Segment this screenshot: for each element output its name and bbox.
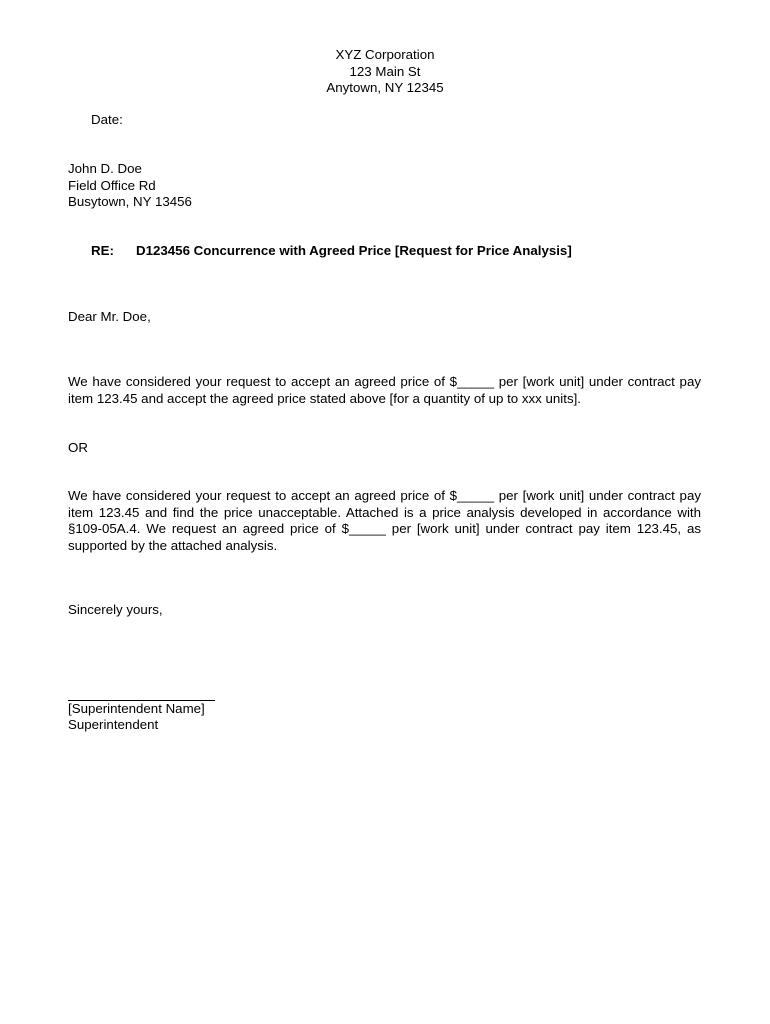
or-separator: OR (68, 440, 88, 455)
sender-address (0, 47, 770, 97)
closing: Sincerely yours, (68, 602, 163, 617)
salutation: Dear Mr. Doe, (68, 309, 151, 324)
recipient-address (68, 161, 192, 211)
signer-name: [Superintendent Name] (68, 701, 205, 716)
paragraph-reject: We have considered your request to accept an agreed price of $_____ per [work unit] under contract pay item 123.45 and find the price unacceptable. Attached is a price analysis developed in accordance with §109-05A.4. We request an agreed price of $_____ per [work unit] under contract pay item 123.45, as supported by the attached analysis. (68, 488, 701, 553)
sender-city: Anytown, NY 12345 (326, 80, 444, 95)
signer-block (68, 701, 205, 733)
sender-company: XYZ Corporation (335, 47, 435, 62)
signer-title: Superintendent (68, 717, 159, 732)
subject-text: D123456 Concurrence with Agreed Price [Request for Price Analysis] (136, 243, 572, 258)
date-label: Date: (91, 112, 123, 127)
recipient-name: John D. Doe (68, 161, 142, 176)
subject-line (91, 243, 572, 260)
paragraph-accept: We have considered your request to accept an agreed price of $_____ per [work unit] under contract pay item 123.45 and accept the agreed price stated above [for a quantity of up to xxx units]. (68, 374, 701, 406)
recipient-street: Field Office Rd (68, 177, 156, 193)
subject-label: RE: (91, 243, 114, 258)
recipient-city: Busytown, NY 13456 (68, 194, 192, 209)
sender-street: 123 Main St (349, 63, 421, 79)
